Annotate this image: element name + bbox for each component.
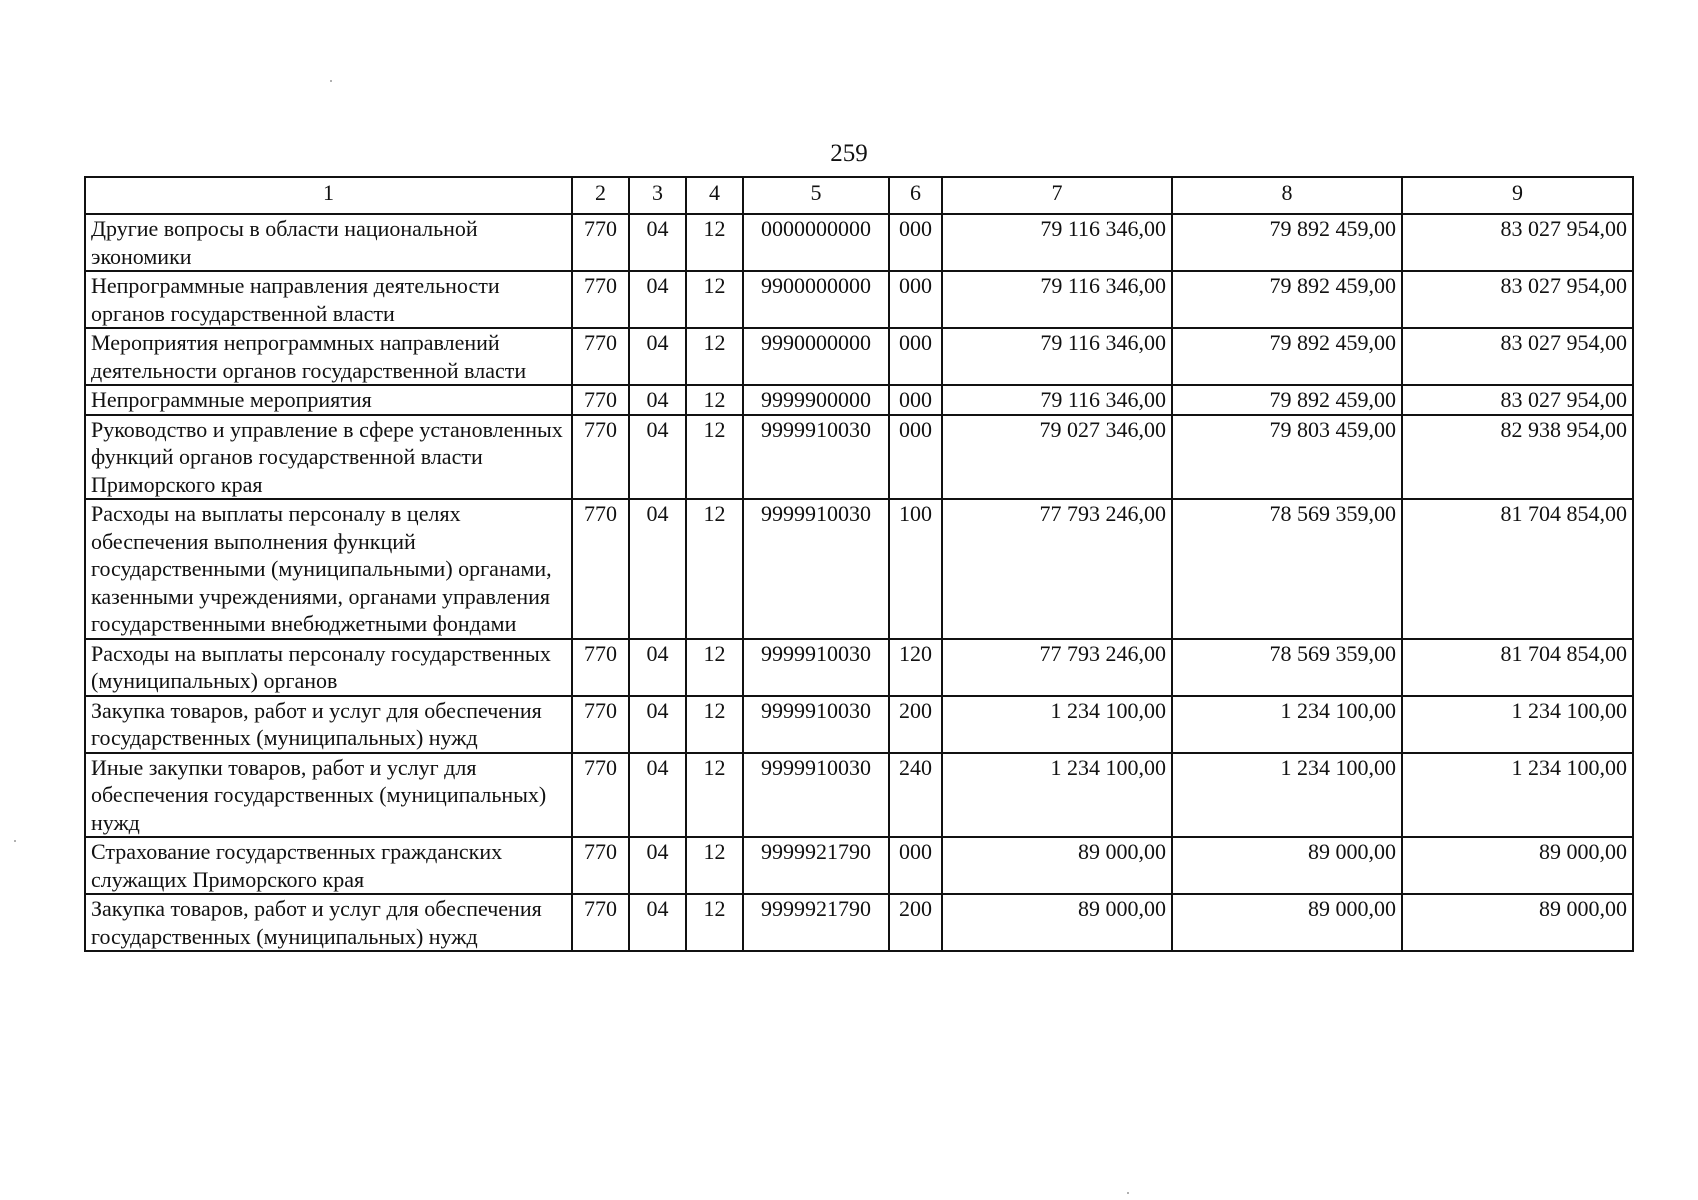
col7-amount-cell: 77 793 246,00 — [942, 499, 1172, 639]
col2-cell: 770 — [572, 499, 629, 639]
row-name-cell: Непрограммные направления деятельности органов государственной власти — [85, 271, 572, 328]
table-row — [85, 837, 1633, 894]
col2-cell: 770 — [572, 328, 629, 385]
col3-cell: 04 — [629, 894, 686, 951]
col4-cell: 12 — [686, 499, 743, 639]
col6-cell: 100 — [889, 499, 942, 639]
column-header-7: 7 — [942, 177, 1172, 214]
col3-cell: 04 — [629, 837, 686, 894]
col8-amount-cell: 89 000,00 — [1172, 837, 1402, 894]
col8-amount-cell: 1 234 100,00 — [1172, 753, 1402, 838]
table-row — [85, 894, 1633, 951]
col6-cell: 200 — [889, 696, 942, 753]
col7-amount-cell: 79 116 346,00 — [942, 271, 1172, 328]
col7-amount-cell: 79 116 346,00 — [942, 328, 1172, 385]
col2-cell: 770 — [572, 271, 629, 328]
col8-amount-cell: 78 569 359,00 — [1172, 499, 1402, 639]
col5-cell: 9999910030 — [743, 415, 889, 500]
col9-amount-cell: 1 234 100,00 — [1402, 753, 1633, 838]
col6-cell: 000 — [889, 328, 942, 385]
row-name-cell: Другие вопросы в области национальной экономики — [85, 214, 572, 271]
col5-cell: 9999910030 — [743, 499, 889, 639]
col5-cell: 9999900000 — [743, 385, 889, 415]
col2-cell: 770 — [572, 639, 629, 696]
col2-cell: 770 — [572, 214, 629, 271]
row-name-cell: Закупка товаров, работ и услуг для обеспечения государственных (муниципальных) нужд — [85, 696, 572, 753]
scan-speck — [14, 840, 16, 842]
col3-cell: 04 — [629, 753, 686, 838]
col4-cell: 12 — [686, 753, 743, 838]
col7-amount-cell: 79 027 346,00 — [942, 415, 1172, 500]
col8-amount-cell: 79 892 459,00 — [1172, 385, 1402, 415]
col8-amount-cell: 79 892 459,00 — [1172, 328, 1402, 385]
row-name-cell: Закупка товаров, работ и услуг для обеспечения государственных (муниципальных) нужд — [85, 894, 572, 951]
col7-amount-cell: 1 234 100,00 — [942, 753, 1172, 838]
table-row — [85, 271, 1633, 328]
col4-cell: 12 — [686, 271, 743, 328]
col3-cell: 04 — [629, 639, 686, 696]
col9-amount-cell: 89 000,00 — [1402, 894, 1633, 951]
col5-cell: 0000000000 — [743, 214, 889, 271]
header-row — [85, 177, 1633, 214]
col3-cell: 04 — [629, 271, 686, 328]
col8-amount-cell: 1 234 100,00 — [1172, 696, 1402, 753]
row-name-cell: Иные закупки товаров, работ и услуг для обеспечения государственных (муниципальных) нужд — [85, 753, 572, 838]
col4-cell: 12 — [686, 385, 743, 415]
col9-amount-cell: 82 938 954,00 — [1402, 415, 1633, 500]
table-row — [85, 639, 1633, 696]
column-header-6: 6 — [889, 177, 942, 214]
col8-amount-cell: 79 803 459,00 — [1172, 415, 1402, 500]
col3-cell: 04 — [629, 696, 686, 753]
col4-cell: 12 — [686, 696, 743, 753]
col6-cell: 000 — [889, 837, 942, 894]
column-header-5: 5 — [743, 177, 889, 214]
table-row — [85, 415, 1633, 500]
col6-cell: 120 — [889, 639, 942, 696]
col5-cell: 9999910030 — [743, 639, 889, 696]
col6-cell: 000 — [889, 214, 942, 271]
row-name-cell: Мероприятия непрограммных направлений деятельности органов государственной власти — [85, 328, 572, 385]
col3-cell: 04 — [629, 214, 686, 271]
row-name-cell: Непрограммные мероприятия — [85, 385, 572, 415]
row-name-cell: Расходы на выплаты персоналу государственных (муниципальных) органов — [85, 639, 572, 696]
col9-amount-cell: 81 704 854,00 — [1402, 639, 1633, 696]
column-header-3: 3 — [629, 177, 686, 214]
table-row — [85, 696, 1633, 753]
column-header-8: 8 — [1172, 177, 1402, 214]
col4-cell: 12 — [686, 415, 743, 500]
col4-cell: 12 — [686, 894, 743, 951]
col2-cell: 770 — [572, 385, 629, 415]
col2-cell: 770 — [572, 894, 629, 951]
col8-amount-cell: 78 569 359,00 — [1172, 639, 1402, 696]
col9-amount-cell: 81 704 854,00 — [1402, 499, 1633, 639]
row-name-cell: Руководство и управление в сфере установленных функций органов государственной власти Приморского края — [85, 415, 572, 500]
col9-amount-cell: 1 234 100,00 — [1402, 696, 1633, 753]
col7-amount-cell: 1 234 100,00 — [942, 696, 1172, 753]
col9-amount-cell: 83 027 954,00 — [1402, 328, 1633, 385]
col7-amount-cell: 79 116 346,00 — [942, 385, 1172, 415]
col8-amount-cell: 79 892 459,00 — [1172, 271, 1402, 328]
col6-cell: 000 — [889, 385, 942, 415]
table-row — [85, 385, 1633, 415]
col7-amount-cell: 89 000,00 — [942, 894, 1172, 951]
table-row — [85, 753, 1633, 838]
col7-amount-cell: 89 000,00 — [942, 837, 1172, 894]
column-header-1: 1 — [85, 177, 572, 214]
col3-cell: 04 — [629, 328, 686, 385]
page-number: 259 — [830, 140, 868, 167]
col2-cell: 770 — [572, 415, 629, 500]
row-name-cell: Страхование государственных гражданских служащих Приморского края — [85, 837, 572, 894]
col2-cell: 770 — [572, 837, 629, 894]
col9-amount-cell: 83 027 954,00 — [1402, 271, 1633, 328]
column-header-9: 9 — [1402, 177, 1633, 214]
col7-amount-cell: 77 793 246,00 — [942, 639, 1172, 696]
budget-table — [84, 176, 1634, 952]
table-row — [85, 328, 1633, 385]
col5-cell: 9900000000 — [743, 271, 889, 328]
col9-amount-cell: 89 000,00 — [1402, 837, 1633, 894]
col4-cell: 12 — [686, 328, 743, 385]
col5-cell: 9990000000 — [743, 328, 889, 385]
column-header-4: 4 — [686, 177, 743, 214]
col5-cell: 9999910030 — [743, 696, 889, 753]
col3-cell: 04 — [629, 499, 686, 639]
col4-cell: 12 — [686, 837, 743, 894]
col6-cell: 000 — [889, 271, 942, 328]
column-header-2: 2 — [572, 177, 629, 214]
col5-cell: 9999910030 — [743, 753, 889, 838]
table-row — [85, 499, 1633, 639]
scan-speck — [330, 80, 332, 82]
col3-cell: 04 — [629, 385, 686, 415]
row-name-cell: Расходы на выплаты персоналу в целях обеспечения выполнения функций государственными (муниципальными) органами, казенными учреждениями, органами управления государственными внебюджетными фондами — [85, 499, 572, 639]
table-row — [85, 214, 1633, 271]
col5-cell: 9999921790 — [743, 837, 889, 894]
col3-cell: 04 — [629, 415, 686, 500]
col4-cell: 12 — [686, 639, 743, 696]
col5-cell: 9999921790 — [743, 894, 889, 951]
col9-amount-cell: 83 027 954,00 — [1402, 214, 1633, 271]
table-body — [85, 214, 1633, 951]
col2-cell: 770 — [572, 753, 629, 838]
col7-amount-cell: 79 116 346,00 — [942, 214, 1172, 271]
col9-amount-cell: 83 027 954,00 — [1402, 385, 1633, 415]
col8-amount-cell: 79 892 459,00 — [1172, 214, 1402, 271]
scan-speck — [1127, 1192, 1129, 1194]
col8-amount-cell: 89 000,00 — [1172, 894, 1402, 951]
col4-cell: 12 — [686, 214, 743, 271]
col6-cell: 000 — [889, 415, 942, 500]
col6-cell: 200 — [889, 894, 942, 951]
col2-cell: 770 — [572, 696, 629, 753]
col6-cell: 240 — [889, 753, 942, 838]
